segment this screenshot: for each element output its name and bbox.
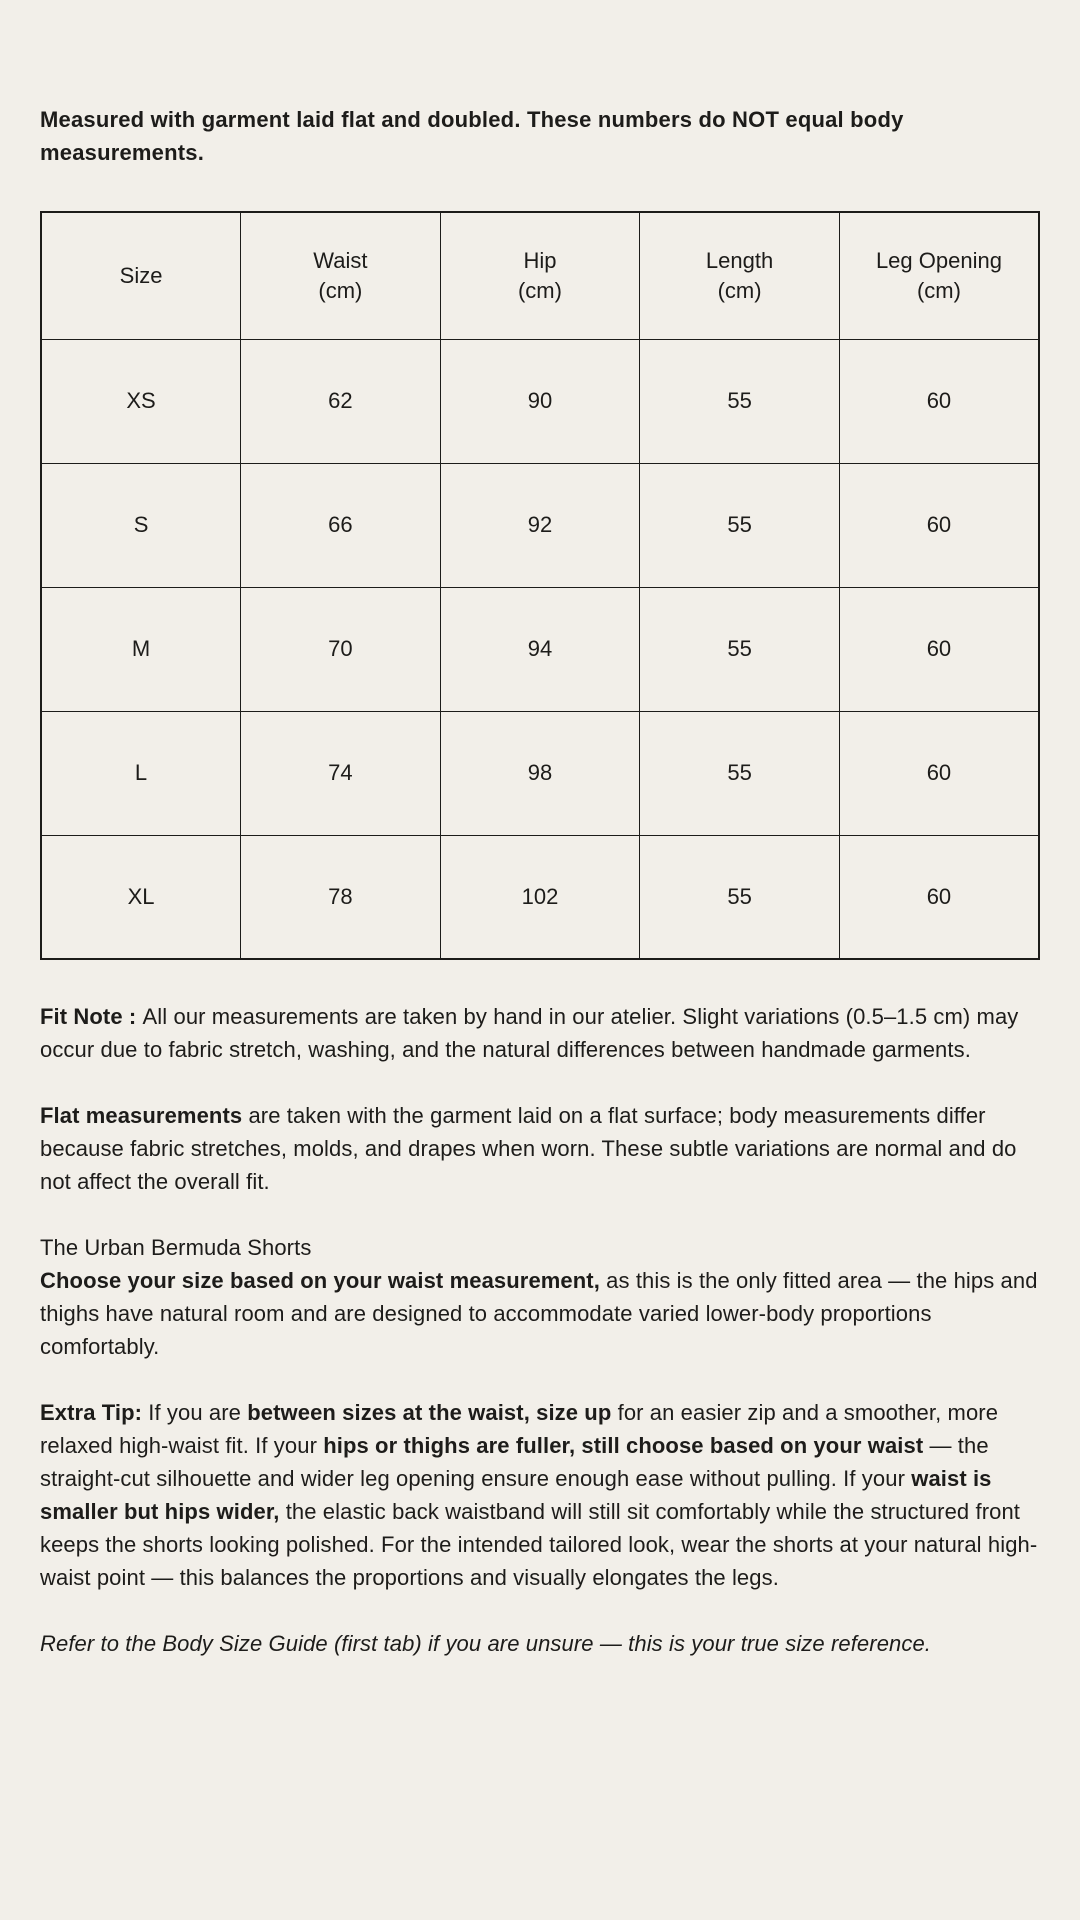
leg-opening-cell: 60 <box>839 711 1039 835</box>
size-cell: XS <box>41 339 241 463</box>
col-header-label: Hip <box>523 247 557 273</box>
product-sizing-advice-paragraph: The Urban Bermuda Shorts Choose your size based on your waist measurement, as this is the only fitted area — the hips and thighs have natural room and are designed to accommodate varied lower-body proportions comfortably. <box>40 1235 1038 1359</box>
col-header-waist <box>241 212 441 339</box>
col-header-label: Leg Opening <box>875 247 1002 273</box>
waist-cell: 66 <box>241 463 441 587</box>
col-header-hip <box>440 212 640 339</box>
waist-cell: 62 <box>241 339 441 463</box>
col-header-label: Size <box>119 262 163 288</box>
length-cell: 55 <box>640 835 840 959</box>
length-cell: 55 <box>640 339 840 463</box>
length-cell: 55 <box>640 711 840 835</box>
table-row-xs <box>41 339 1039 463</box>
size-cell: S <box>41 463 241 587</box>
col-header-leg-opening <box>839 212 1039 339</box>
header-row <box>41 212 1039 339</box>
hip-cell: 92 <box>440 463 640 587</box>
leg-opening-cell: 60 <box>839 463 1039 587</box>
length-cell: 55 <box>640 463 840 587</box>
body-size-guide-reference: Refer to the Body Size Guide (first tab) if you are unsure — this is your true size reference. <box>40 1631 932 1656</box>
table-row-l <box>41 711 1039 835</box>
col-header-unit: (cm) <box>717 277 762 303</box>
col-header-size <box>41 212 241 339</box>
extra-tip-paragraph: Extra Tip: If you are between sizes at the waist, size up for an easier zip and a smoother, more relaxed high-waist fit. If your hips or thighs are fuller, still choose based on your waist — the straight-cut silhouette and wider leg opening ensure enough ease without pulling. If your waist is smaller but hips wider, the elastic back waistband will still sit comfortably while the structured front keeps the shorts looking polished. For the intended tailored look, wear the shorts at your natural high-waist point — this balances the proportions and visually elongates the legs. <box>40 1400 1038 1590</box>
length-cell: 55 <box>640 587 840 711</box>
col-header-unit: (cm) <box>916 277 961 303</box>
leg-opening-cell: 60 <box>839 339 1039 463</box>
size-cell: L <box>41 711 241 835</box>
table-row-s <box>41 463 1039 587</box>
leg-opening-cell: 60 <box>839 587 1039 711</box>
waist-cell: 74 <box>241 711 441 835</box>
col-header-unit: (cm) <box>318 277 363 303</box>
col-header-label: Waist <box>313 247 368 273</box>
flat-measurement-disclaimer: Measured with garment laid flat and doubled. These numbers do NOT equal body measurements. <box>40 107 904 165</box>
col-header-length <box>640 212 840 339</box>
size-chart-body <box>41 339 1039 959</box>
col-header-unit: (cm) <box>517 277 562 303</box>
col-header-label: Length <box>705 247 774 273</box>
table-row-m <box>41 587 1039 711</box>
hip-cell: 98 <box>440 711 640 835</box>
hip-cell: 90 <box>440 339 640 463</box>
size-guide-page <box>40 0 1040 1660</box>
table-row-xl <box>41 835 1039 959</box>
size-chart-header <box>41 212 1039 339</box>
waist-cell: 78 <box>241 835 441 959</box>
leg-opening-cell: 60 <box>839 835 1039 959</box>
hip-cell: 102 <box>440 835 640 959</box>
size-chart-table <box>40 211 1040 960</box>
size-cell: M <box>41 587 241 711</box>
hip-cell: 94 <box>440 587 640 711</box>
size-cell: XL <box>41 835 241 959</box>
fit-note-paragraph: Fit Note : All our measurements are taken by hand in our atelier. Slight variations (0.5–1.5 cm) may occur due to fabric stretch, washing, and the natural differences between handmade garments. <box>40 1004 1019 1062</box>
waist-cell: 70 <box>241 587 441 711</box>
flat-measurements-paragraph: Flat measurements are taken with the garment laid on a flat surface; body measurements differ because fabric stretches, molds, and drapes when worn. These subtle variations are normal and do not affect the overall fit. <box>40 1103 1017 1194</box>
